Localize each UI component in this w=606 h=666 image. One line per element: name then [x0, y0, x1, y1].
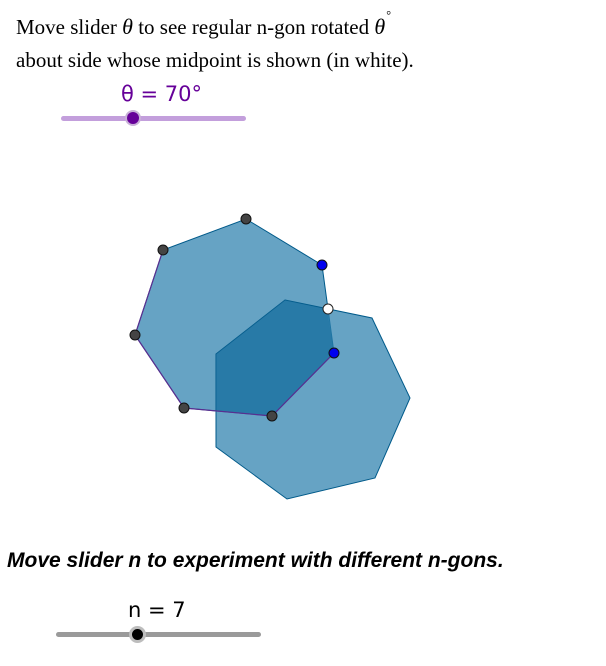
instruction-text-rotated: to see regular n-gon rotated	[138, 15, 370, 39]
polygon-vertex	[179, 403, 189, 413]
theta-slider-label: θ = 70°	[121, 82, 203, 106]
degree-symbol: °	[386, 8, 392, 22]
pivot-vertex	[329, 348, 339, 358]
n-slider-label: n = 7	[128, 598, 186, 622]
side-midpoint	[323, 304, 333, 314]
theta-symbol-2: θ	[374, 14, 386, 39]
n-slider-track[interactable]	[56, 632, 261, 637]
n-slider-knob[interactable]	[129, 626, 146, 643]
instruction-line-2: about side whose midpoint is shown (in white).	[16, 48, 414, 72]
pivot-vertex	[317, 260, 327, 270]
polygon-vertex	[241, 214, 251, 224]
instruction-text-move-slider: Move slider	[16, 15, 117, 39]
theta-symbol: θ	[122, 14, 133, 39]
polygon-vertex	[158, 245, 168, 255]
bottom-instruction: Move slider n to experiment with different n-gons.	[7, 549, 504, 572]
polygon-vertex	[267, 411, 277, 421]
polygon-vertex	[130, 330, 140, 340]
